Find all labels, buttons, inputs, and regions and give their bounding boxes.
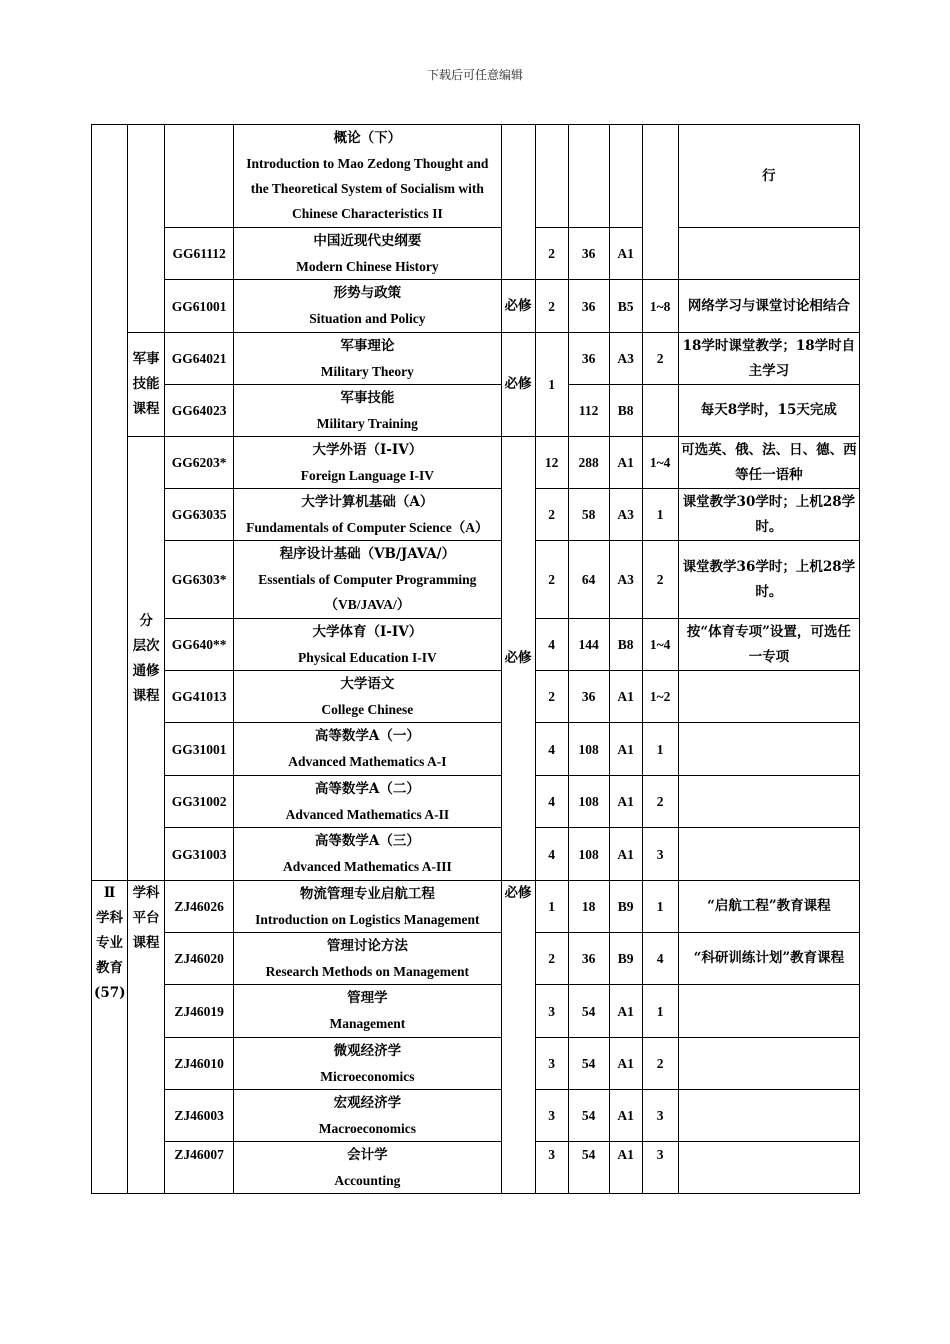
section-label: 学科: [96, 910, 124, 926]
course-name: [234, 933, 501, 985]
table-row: [92, 619, 860, 671]
course-name: [234, 385, 501, 437]
semester: 1: [642, 723, 678, 776]
section-label: 教育: [96, 960, 124, 976]
table-row: [92, 280, 860, 333]
hours: 18: [568, 881, 609, 933]
section-label: 军事: [132, 351, 160, 367]
course-code: GG31003: [165, 828, 234, 881]
semester: 1~4: [642, 619, 678, 671]
remark: 课堂教学36学时；上机28学时。: [678, 541, 859, 619]
table-row: [92, 541, 860, 619]
course-type: A1: [609, 1142, 642, 1194]
course-name-en: Research Methods on Management: [265, 963, 470, 979]
table-row: [92, 933, 860, 985]
course-name: [234, 125, 501, 228]
credits: 3: [535, 1090, 568, 1142]
table-row: [92, 437, 860, 489]
course-name-en: College Chinese: [321, 701, 414, 717]
section-military: [128, 333, 165, 437]
table-row: [92, 333, 860, 385]
table-row: [92, 125, 860, 228]
section-label: 平台: [132, 910, 160, 926]
course-code: ZJ46020: [165, 933, 234, 985]
remark: [678, 776, 859, 828]
course-name: [234, 828, 501, 881]
semester: 3: [642, 828, 678, 881]
course-name: [234, 723, 501, 776]
course-code: GG6203*: [165, 437, 234, 489]
course-name-cn: 形势与政策: [333, 285, 402, 301]
course-name: [234, 1090, 501, 1142]
course-name-en: Physical Education I-IV: [297, 649, 437, 665]
course-name: [234, 881, 501, 933]
course-code: [165, 125, 234, 228]
section-cell-empty: [128, 125, 165, 333]
course-name-en: Military Training: [316, 415, 418, 431]
remark: “科研训练计划”教育课程: [678, 933, 859, 985]
section-label: 分: [139, 612, 153, 629]
course-type: A1: [609, 828, 642, 881]
remark: [678, 828, 859, 881]
section-platform: [128, 881, 165, 1194]
section-label: 层次: [132, 637, 160, 654]
course-name-cn: 宏观经济学: [333, 1094, 402, 1111]
table-row: [92, 489, 860, 541]
course-code: GG31002: [165, 776, 234, 828]
table-row: [92, 985, 860, 1038]
table-row: [92, 1038, 860, 1090]
hours: 144: [568, 619, 609, 671]
course-name-cn: 大学外语（I-IV）: [312, 441, 423, 458]
course-name: [234, 333, 501, 385]
course-code: GG61112: [165, 228, 234, 280]
requirement: [501, 125, 535, 280]
course-name-cn: 管理学: [347, 990, 388, 1006]
course-name-cn: 程序设计基础（VB/JAVA/）: [279, 546, 456, 562]
hours: 54: [568, 985, 609, 1038]
requirement: 必修: [501, 333, 535, 437]
course-name-cn: 军事技能: [340, 389, 395, 406]
course-name-en: Introduction on Logistics Management: [255, 911, 480, 927]
hours: [568, 125, 609, 228]
table-row: [92, 385, 860, 437]
course-name: [234, 671, 501, 723]
course-type: A1: [609, 985, 642, 1038]
course-name: [234, 280, 501, 333]
credits: 2: [535, 228, 568, 280]
hours: 288: [568, 437, 609, 489]
hours: 64: [568, 541, 609, 619]
credits: 2: [535, 933, 568, 985]
course-code: ZJ46010: [165, 1038, 234, 1090]
hours: 54: [568, 1142, 609, 1194]
credits: 1: [535, 333, 568, 437]
remark: 行: [678, 125, 859, 228]
remark: [678, 1038, 859, 1090]
hours: 108: [568, 723, 609, 776]
hours: 108: [568, 828, 609, 881]
hours: 112: [568, 385, 609, 437]
course-type: A1: [609, 1090, 642, 1142]
section-label: 通修: [132, 662, 160, 679]
remark: [678, 671, 859, 723]
course-name-cn: 会计学: [347, 1146, 388, 1163]
course-name-cn: 高等数学A（一）: [314, 728, 420, 744]
section-roman: Ⅱ: [103, 885, 116, 901]
course-name-cn: 物流管理专业启航工程: [299, 885, 435, 902]
section-label: 专业: [96, 935, 124, 951]
section-label: 学科: [132, 885, 160, 901]
credits: 12: [535, 437, 568, 489]
hours: 108: [568, 776, 609, 828]
credits: 4: [535, 619, 568, 671]
course-name: [234, 1038, 501, 1090]
course-name-en: Advanced Mathematics A-II: [285, 806, 450, 822]
semester: 1~4: [642, 437, 678, 489]
remark: [678, 1090, 859, 1142]
course-name: [234, 1142, 501, 1194]
course-name-en: Situation and Policy: [309, 311, 426, 326]
section-tiered: [128, 437, 165, 881]
semester: 1: [642, 489, 678, 541]
semester: [642, 385, 678, 437]
requirement: 必修: [501, 881, 535, 1194]
course-type: [609, 125, 642, 228]
section-label: 课程: [132, 687, 160, 704]
requirement: 必修: [501, 437, 535, 881]
credits: 4: [535, 828, 568, 881]
curriculum-table: [91, 124, 860, 1194]
credits: 2: [535, 280, 568, 333]
remark: 按“体育专项”设置，可选任一专项: [678, 619, 859, 671]
remark: 每天8学时，15天完成: [678, 385, 859, 437]
section-discipline: [92, 881, 128, 1194]
remark: 18学时课堂教学；18学时自主学习: [678, 333, 859, 385]
semester: 2: [642, 1038, 678, 1090]
semester: [642, 125, 678, 280]
table-row: [92, 881, 860, 933]
remark: 课堂教学30学时；上机28学时。: [678, 489, 859, 541]
section-label: (57): [94, 985, 126, 1001]
semester: 2: [642, 541, 678, 619]
semester: 3: [642, 1090, 678, 1142]
course-code: GG61001: [165, 280, 234, 333]
course-code: ZJ46019: [165, 985, 234, 1038]
credits: 3: [535, 1038, 568, 1090]
course-code: GG63035: [165, 489, 234, 541]
table-row: [92, 828, 860, 881]
course-type: B9: [609, 933, 642, 985]
course-name-en: Fundamentals of Computer Science（A）: [246, 519, 489, 535]
course-name-cn: 大学计算机基础（A）: [301, 493, 434, 510]
hours: 36: [568, 280, 609, 333]
semester: 1~8: [642, 280, 678, 333]
table-row: [92, 723, 860, 776]
course-name-cn: 军事理论: [340, 337, 395, 354]
course-name-cn: 大学语文: [340, 675, 395, 692]
course-name-en: Macroeconomics: [318, 1120, 416, 1136]
course-type: A3: [609, 333, 642, 385]
semester: 2: [642, 776, 678, 828]
course-code: GG64021: [165, 333, 234, 385]
section-cell-empty: [92, 125, 128, 881]
credits: 2: [535, 489, 568, 541]
course-type: A1: [609, 723, 642, 776]
course-type: B9: [609, 881, 642, 933]
course-name-cn: 中国近现代史纲要: [313, 232, 422, 249]
hours: 36: [568, 933, 609, 985]
credits: 3: [535, 985, 568, 1038]
hours: 36: [568, 671, 609, 723]
course-name-cn: 概论（下）: [333, 130, 402, 146]
course-type: A3: [609, 489, 642, 541]
semester: 2: [642, 333, 678, 385]
remark: [678, 985, 859, 1038]
course-type: A3: [609, 541, 642, 619]
course-name-en: Management: [329, 1016, 406, 1031]
course-name: [234, 776, 501, 828]
course-type: A1: [609, 671, 642, 723]
course-code: ZJ46007: [165, 1142, 234, 1194]
course-type: B5: [609, 280, 642, 333]
course-name: [234, 619, 501, 671]
remark: [678, 723, 859, 776]
remark: [678, 228, 859, 280]
course-code: GG6303*: [165, 541, 234, 619]
table-row: [92, 228, 860, 280]
course-code: ZJ46003: [165, 1090, 234, 1142]
semester: 4: [642, 933, 678, 985]
table-row: [92, 776, 860, 828]
course-type: A1: [609, 228, 642, 280]
course-name-cn: 微观经济学: [333, 1042, 402, 1059]
course-name-cn: 高等数学A（二）: [314, 780, 420, 797]
semester: 1~2: [642, 671, 678, 723]
course-name-en: Introduction to Mao Zedong Thought and the Theoretical System of Socialism with Chinese Characteristics II: [246, 156, 489, 221]
section-label: 课程: [132, 401, 160, 417]
course-name: [234, 228, 501, 280]
credits: 2: [535, 671, 568, 723]
course-code: GG640**: [165, 619, 234, 671]
hours: 36: [568, 333, 609, 385]
credits: 4: [535, 723, 568, 776]
semester: 1: [642, 881, 678, 933]
table-row: [92, 1142, 860, 1194]
remark: [678, 1142, 859, 1194]
course-name: [234, 985, 501, 1038]
credits: [535, 125, 568, 228]
course-code: GG41013: [165, 671, 234, 723]
course-name-en: Accounting: [334, 1172, 401, 1188]
remark: “启航工程”教育课程: [678, 881, 859, 933]
course-name-en: Modern Chinese History: [296, 258, 439, 274]
remark: 网络学习与课堂讨论相结合: [678, 280, 859, 333]
page-header: 下载后可任意编辑: [426, 68, 523, 82]
credits: 4: [535, 776, 568, 828]
semester: 3: [642, 1142, 678, 1194]
credits: 2: [535, 541, 568, 619]
requirement: 必修: [501, 280, 535, 333]
remark: 可选英、俄、法、日、德、西等任一语种: [678, 437, 859, 489]
course-name-en: Foreign Language I-IV: [300, 467, 434, 483]
course-name-en: Advanced Mathematics A-III: [282, 859, 452, 874]
course-name: [234, 541, 501, 619]
section-label: 课程: [132, 935, 160, 951]
hours: 54: [568, 1038, 609, 1090]
course-type: B8: [609, 619, 642, 671]
course-name: [234, 437, 501, 489]
semester: 1: [642, 985, 678, 1038]
course-type: A1: [609, 776, 642, 828]
course-name-cn: 大学体育（I-IV）: [312, 623, 423, 640]
course-code: ZJ46026: [165, 881, 234, 933]
course-name-en: Microeconomics: [320, 1068, 415, 1084]
table-row: [92, 671, 860, 723]
course-name-en: Advanced Mathematics A-I: [288, 754, 447, 769]
course-code: GG64023: [165, 385, 234, 437]
course-name-en: Essentials of Computer Programming（VB/JAVA/）: [258, 572, 477, 612]
table-row: [92, 1090, 860, 1142]
course-name-cn: 管理讨论方法: [326, 937, 408, 954]
hours: 54: [568, 1090, 609, 1142]
credits: 1: [535, 881, 568, 933]
section-label: 技能: [132, 376, 160, 392]
course-type: A1: [609, 1038, 642, 1090]
course-name-cn: 高等数学A（三）: [314, 833, 420, 849]
course-code: GG31001: [165, 723, 234, 776]
course-name-en: Military Theory: [320, 363, 414, 379]
hours: 36: [568, 228, 609, 280]
hours: 58: [568, 489, 609, 541]
course-type: B8: [609, 385, 642, 437]
credits: 3: [535, 1142, 568, 1194]
course-type: A1: [609, 437, 642, 489]
course-name: [234, 489, 501, 541]
